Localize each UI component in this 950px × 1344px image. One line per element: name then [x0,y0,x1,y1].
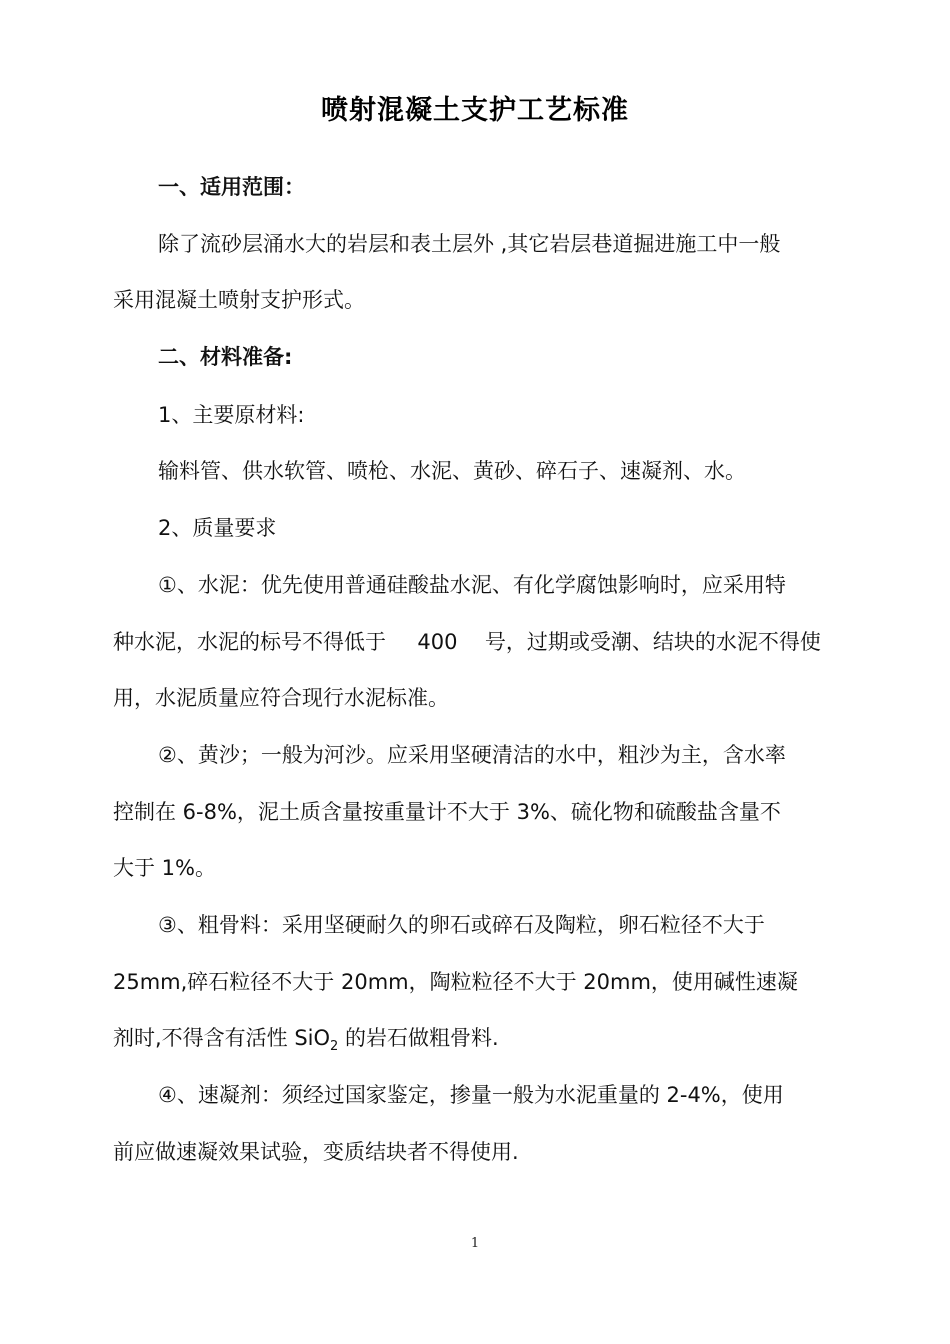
req3-line3-subscript: 2 [330,1039,339,1054]
req3-line2: 25mm,碎石粒径不大于 20mm，陶粒粒径不大于 20mm，使用碱性速凝 [113,970,798,994]
item1-heading: 1、主要原材料: [158,403,305,427]
req1-line3: 用，水泥质量应符合现行水泥标准。 [113,686,449,710]
req3-line3-part-b: 的岩石做粗骨料. [338,1026,499,1050]
section2-heading: 二、材料准备: [158,345,293,369]
item2-heading: 2、质量要求 [158,516,277,540]
req2-line1: ②、黄沙；一般为河沙。应采用坚硬清洁的水中，粗沙为主，含水率 [158,743,786,767]
req4-line2: 前应做速凝效果试验，变质结块者不得使用. [113,1140,519,1164]
req3-line3-part-a: 剂时,不得含有活性 SiO [113,1026,331,1050]
req1-line2-part-a: 种水泥，水泥的标号不得低于 [113,630,386,654]
page-title: 喷射混凝土支护工艺标准 [321,95,629,126]
page-number: 1 [470,1236,480,1251]
req1-line2-number: 400 [417,630,458,654]
req3-line3 [113,1023,499,1053]
section1-paragraph-line2: 采用混凝土喷射支护形式。 [113,288,365,312]
section1-paragraph-line1: 除了流砂层涌水大的岩层和表土层外 ,其它岩层巷道掘进施工中一般 [158,232,781,256]
section1-heading: 一、适用范围： [158,175,305,199]
req1-line2-part-b: 号，过期或受潮、结块的水泥不得使 [484,630,821,654]
req1-line2 [113,627,821,657]
req4-line1: ④、速凝剂：须经过国家鉴定，掺量一般为水泥重量的 2-4%，使用 [158,1083,784,1107]
req2-line2: 控制在 6-8%，泥土质含量按重量计不大于 3%、硫化物和硫酸盐含量不 [113,800,781,824]
req3-line1: ③、粗骨料：采用坚硬耐久的卵石或碎石及陶粒，卵石粒径不大于 [158,913,765,937]
item1-text: 输料管、供水软管、喷枪、水泥、黄砂、碎石子、速凝剂、水。 [158,459,746,483]
req2-line3: 大于 1%。 [113,856,216,880]
req1-line1: ①、水泥：优先使用普通硅酸盐水泥、有化学腐蚀影响时，应采用特 [158,573,786,597]
